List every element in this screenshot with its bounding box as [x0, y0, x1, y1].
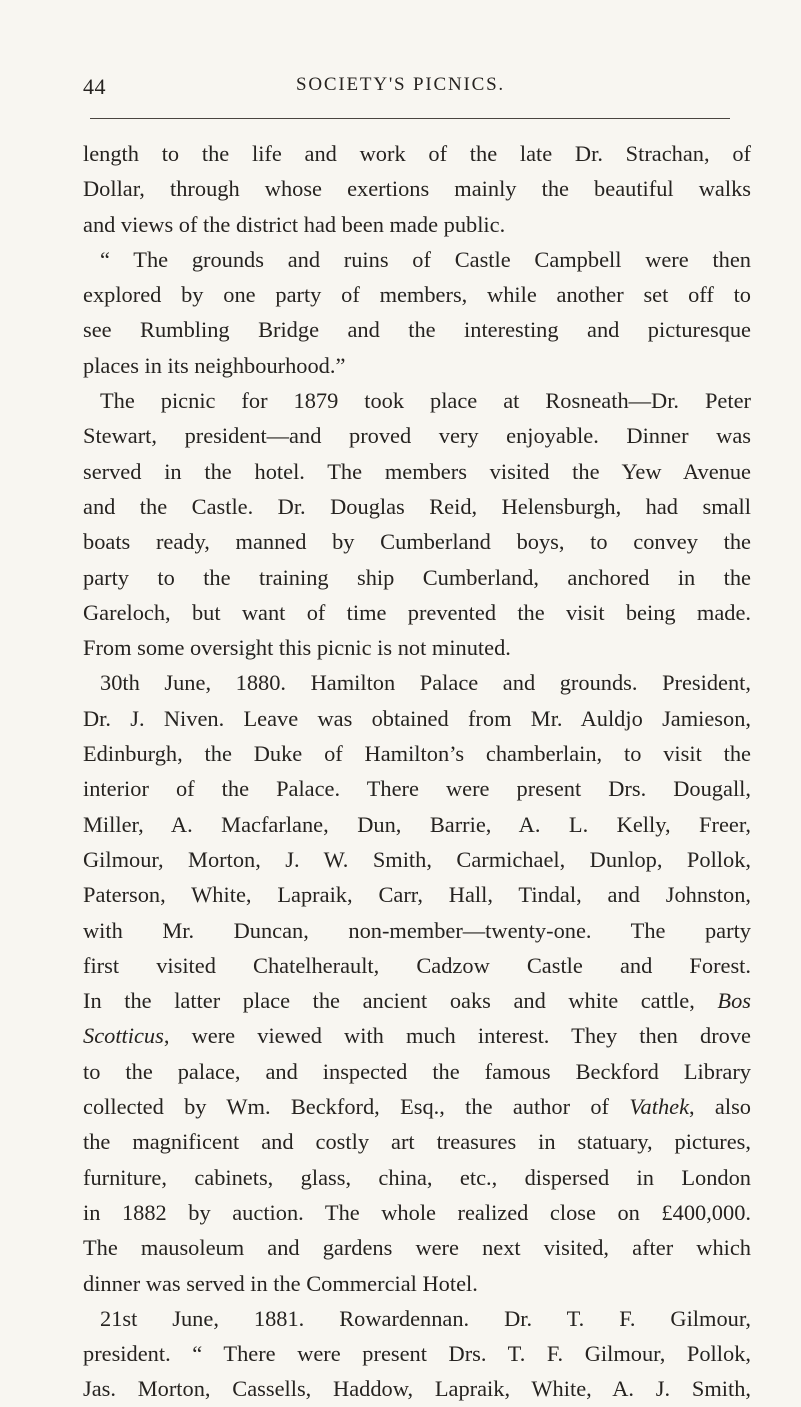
text-line: and views of the district had been made public.: [83, 211, 506, 237]
text-line: interior of the Palace. There were present Drs. Dougall,: [83, 776, 751, 802]
text-segment: collected by Wm. Beckford, Esq., the author of: [83, 1094, 630, 1120]
text-line: [83, 1018, 751, 1053]
text-line: boats ready, manned by Cumberland boys, to convey the: [83, 529, 751, 555]
text-line: [83, 1089, 751, 1124]
text-line: “ The grounds and ruins of Castle Campbell were then: [100, 246, 751, 272]
text-segment: In the latter place the ancient oaks and white cattle,: [83, 988, 718, 1014]
text-line: and the Castle. Dr. Douglas Reid, Helensburgh, had small: [83, 493, 751, 519]
text-line: Jas. Morton, Cassells, Haddow, Lapraik, White, A. J. Smith,: [83, 1376, 751, 1402]
text-line: 21st June, 1881. Rowardennan. Dr. T. F. Gilmour,: [100, 1305, 751, 1331]
text-line: dinner was served in the Commercial Hotel.: [83, 1270, 478, 1296]
text-line: president. “ There were present Drs. T. F. Gilmour, Pollok,: [83, 1341, 751, 1367]
text-line: with Mr. Duncan, non-member—twenty-one. The party: [83, 917, 751, 943]
text-line: Gareloch, but want of time prevented the visit being made.: [83, 599, 751, 625]
text-line: explored by one party of members, while another set off to: [83, 282, 751, 308]
text-line: Dollar, through whose exertions mainly the beautiful walks: [83, 176, 751, 202]
text-line: Stewart, president—and proved very enjoyable. Dinner was: [83, 423, 751, 449]
text-line: Gilmour, Morton, J. W. Smith, Carmichael, Dunlop, Pollok,: [83, 846, 751, 872]
text-line: Paterson, White, Lapraik, Carr, Hall, Tindal, and Johnston,: [83, 882, 751, 908]
text-line: The mausoleum and gardens were next visited, after which: [83, 1235, 751, 1261]
text-line: 30th June, 1880. Hamilton Palace and grounds. President,: [100, 670, 751, 696]
text-line: length to the life and work of the late Dr. Strachan, of: [83, 141, 751, 166]
page-number: 44: [83, 74, 106, 99]
text-line: furniture, cabinets, glass, china, etc., dispersed in London: [83, 1164, 751, 1190]
text-line: served in the hotel. The members visited the Yew Avenue: [83, 458, 751, 484]
text-line: to the palace, and inspected the famous Beckford Library: [83, 1058, 751, 1084]
text-segment: , also: [689, 1094, 751, 1120]
text-line: Miller, A. Macfarlane, Dun, Barrie, A. L. Kelly, Freer,: [83, 811, 751, 837]
header-rule: [90, 118, 730, 119]
body-text: [83, 136, 751, 1407]
text-line: From some oversight this picnic is not minuted.: [83, 635, 511, 661]
italic-title-vathek: Vathek: [629, 1094, 690, 1120]
text-line: first visited Chatelherault, Cadzow Castle and Forest.: [83, 952, 751, 978]
text-line: places in its neighbourhood.”: [83, 352, 346, 378]
text-line: Dr. J. Niven. Leave was obtained from Mr. Auldjo Jamieson,: [83, 705, 751, 731]
text-line: The picnic for 1879 took place at Rosneath—Dr. Peter: [100, 388, 751, 414]
text-line: see Rumbling Bridge and the interesting and picturesque: [83, 317, 751, 343]
text-line: the magnificent and costly art treasures in statuary, pictures,: [83, 1129, 751, 1155]
text-segment: , were viewed with much interest. They then drove: [163, 1023, 751, 1049]
text-line: in 1882 by auction. The whole realized close on £400,000.: [83, 1199, 751, 1225]
text-line: [83, 983, 751, 1018]
italic-term-bos: Bos: [717, 988, 751, 1014]
italic-term-scotticus: Scotticus: [83, 1023, 164, 1049]
text-line: Edinburgh, the Duke of Hamilton’s chamberlain, to visit the: [83, 741, 751, 767]
text-line: party to the training ship Cumberland, anchored in the: [83, 564, 751, 590]
running-title: SOCIETY'S PICNICS.: [296, 74, 505, 95]
